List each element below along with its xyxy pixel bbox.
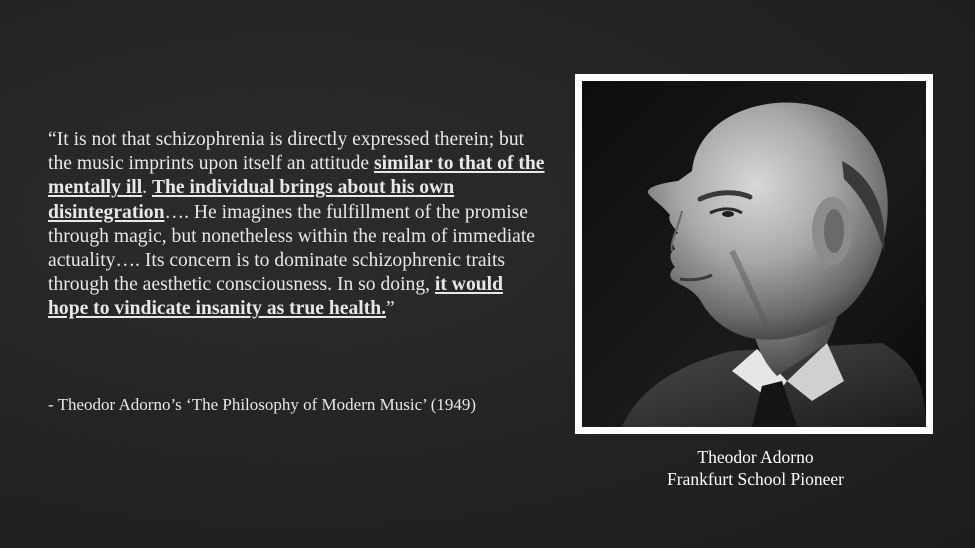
caption-subtitle: Frankfurt School Pioneer [667, 469, 844, 489]
portrait-photo [582, 81, 926, 427]
quote-emphasis-1: similar to that of the mentally ill [48, 153, 545, 199]
quote-part-4: ” [386, 298, 395, 320]
quote-emphasis-2: The individual brings about his own disintegration [48, 177, 455, 223]
quote-part-2: . [142, 177, 152, 199]
caption-name: Theodor Adorno [697, 447, 814, 467]
quote-emphasis-3: it would hope to vindicate insanity as true health. [48, 274, 503, 320]
portrait-caption [633, 446, 878, 490]
quote-text [48, 128, 548, 322]
portrait-frame [575, 74, 933, 434]
quote-part-3: …. He imagines the fulfillment of the promise through magic, but nonetheless within the realm of immediate actuality…. Its concern is to dominate schizophrenic traits through the aesthetic consciousness. In so doing, [48, 201, 536, 296]
quote-part-1: “It is not that schizophrenia is directly expressed therein; but the music imprints upon itself an attitude [48, 129, 525, 175]
quote-attribution: - Theodor Adorno’s ‘The Philosophy of Modern Music’ (1949) [48, 395, 477, 414]
